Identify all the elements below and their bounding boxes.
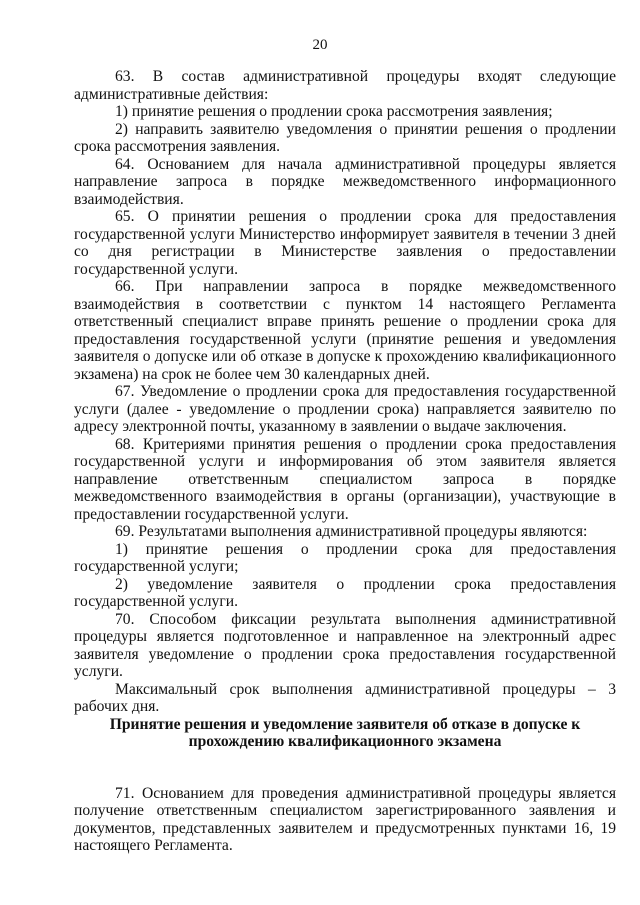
section-heading — [74, 716, 616, 751]
paragraph-66: 66. При направлении запроса в порядке межведомственного взаимодействия в соответствии с пунктом 14 настоящего Регламента ответственный специалист вправе принять решение о продлении срока для предоставления государственной услуги (принятие решения и уведомления заявителя о допуске или об отказе в допуске к прохождению квалификационного экзамена) на срок не более чем 30 календарных дней. — [74, 278, 616, 383]
document-body — [74, 68, 616, 855]
paragraph-67: 67. Уведомление о продлении срока для предоставления государственной услуги (далее - уведомление о продлении срока) направляется заявителю по адресу электронной почты, указанному в заявлении о выдаче заключения. — [74, 383, 616, 435]
paragraph-70: 70. Способом фиксации результата выполнения административной процедуры является подготовленное и направленное на электронный адрес заявителя уведомление о продлении срока предоставления государственной услуги. — [74, 610, 616, 680]
paragraph-max-term: Максимальный срок выполнения административной процедуры – 3 рабочих дня. — [74, 680, 616, 715]
paragraph-63: 63. В состав административной процедуры входят следующие административные действия: — [74, 68, 616, 103]
paragraph-64: 64. Основанием для начала административной процедуры является направление запроса в порядке межведомственного информационного взаимодействия. — [74, 155, 616, 208]
paragraph-69: 69. Результатами выполнения административной процедуры являются: — [115, 523, 588, 540]
paragraph-63-item-2: 2) направить заявителю уведомления о принятии решения о продлении срока рассмотрения заявления. — [74, 120, 616, 155]
paragraph-63-item-1: 1) принятие решения о продлении срока рассмотрения заявления; — [115, 103, 553, 120]
paragraph-65: 65. О принятии решения о продлении срока для предоставления государственной услуги Министерство информирует заявителя в течении 3 дней со дня регистрации в Министерстве заявления о предоставлении государственной услуги. — [74, 208, 616, 278]
paragraph-69-item-2: 2) уведомление заявителя о продлении срока предоставления государственной услуги. — [74, 575, 616, 610]
page-number: 20 — [312, 37, 328, 53]
paragraph-71: 71. Основанием для проведения административной процедуры является получение ответственным специалистом зарегистрированного заявления и документов, представленных заявителем и предусмотренных пунктами 16, 19 настоящего Регламента. — [74, 784, 616, 854]
section-heading-line-1: Принятие решения и уведомление заявителя об отказе в допуске к — [109, 715, 581, 733]
section-heading-line-2: прохождению квалификационного экзамена — [188, 733, 502, 750]
paragraph-69-item-1: 1) принятие решения о продлении срока для предоставления государственной услуги; — [74, 540, 616, 575]
paragraph-68: 68. Критериями принятия решения о продлении срока предоставления государственной услуги и информирования об этом заявителя является направление ответственным специалистом запроса в порядке межведомственного взаимодействия в органы (организации), участвующие в предоставлении государственной услуги. — [74, 435, 616, 523]
